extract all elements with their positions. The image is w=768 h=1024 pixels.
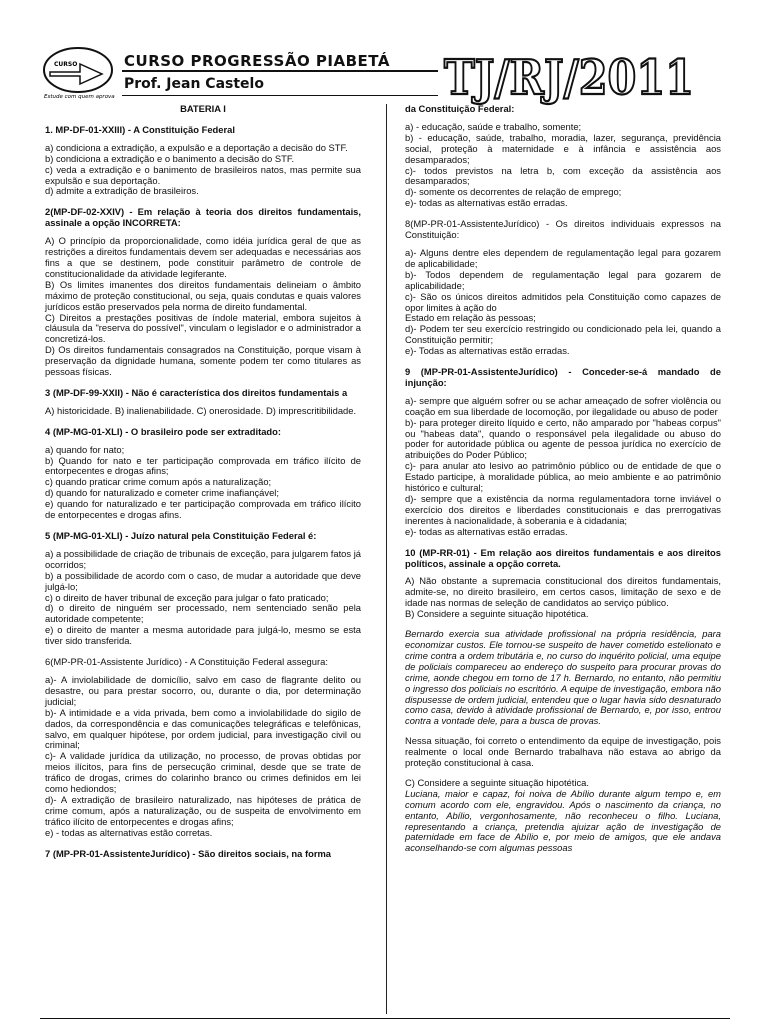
option: e)- Todas as alternativas estão erradas.	[405, 345, 570, 357]
option: c)- São os únicos direitos admitidos pela Constituição como capazes de opor limites à ação do	[405, 290, 721, 313]
option: e)- todas as alternativas estão erradas.	[405, 197, 568, 209]
options	[45, 675, 361, 839]
course-logo	[40, 44, 118, 100]
option: Estado em relação às pessoas;	[405, 312, 536, 324]
question-8	[405, 219, 721, 357]
option: c)- para anular ato lesivo ao patrimônio público ou de entidade de que o Estado participe, à moralidade pública, ao meio ambiente e ao patrimônio histórico e cultural;	[405, 460, 721, 494]
option: b)- para proteger direito líquido e certo, não amparado por "habeas corpus" ou "habeas data", quando o responsável pela ilegalidade ou abuso do poder for autoridade pública ou agente de pessoa jurídica no exercício de atribuições do Poder Público;	[405, 416, 721, 461]
options	[45, 445, 361, 521]
header-rule	[122, 70, 438, 72]
option: b) Quando for nato e ter participação comprovada em tráfico ilícito de entorpecentes e drogas afins;	[45, 454, 361, 477]
question-6	[45, 657, 361, 839]
option: b)- Todos dependem de regulamentação legal para gozarem de aplicabilidade;	[405, 268, 721, 291]
question-heading: 4 (MP-MG-01-XLI) - O brasileiro pode ser extraditado:	[45, 425, 281, 437]
option: e)- todas as alternativas estão erradas.	[405, 525, 568, 537]
options	[405, 122, 721, 209]
question-10	[405, 548, 721, 855]
option: d) quando for naturalizado e cometer crime inafiançável;	[45, 487, 279, 499]
option: D) Os direitos fundamentais consagrados na Constituição, porque visam à preservação da dignidade humana, somente podem ter como titulares as pessoas físicas.	[45, 344, 361, 378]
question-7-continued: da Constituição Federal:	[405, 103, 515, 114]
option: c) quando praticar crime comum após a naturalização;	[45, 476, 272, 488]
option: a) a possibilidade de criação de tribunais de exceção, para julgarem fatos já ocorridos;	[45, 547, 361, 570]
logo-motto: Estude com quem aprova	[44, 94, 115, 100]
question-heading: 8(MP-PR-01-AssistenteJurídico) - Os direitos individuais expressos na Constituição:	[405, 218, 721, 241]
question-heading: 7 (MP-PR-01-AssistenteJurídico) - São direitos sociais, na forma	[45, 847, 332, 859]
option: C) Direitos a prestações positivas de índole material, embora sujeitos à cláusula da "reserva do possível", vinculam o legislador e o administrador a concretizá-los.	[45, 311, 361, 345]
option-b: B) Considere a seguinte situação hipotética.	[405, 608, 589, 620]
option: a)- sempre que alguém sofrer ou se achar ameaçado de sofrer violência ou coação em sua liberdade de locomoção, por ilegalidade ou abuso de poder	[405, 394, 721, 417]
option: e) quando for naturalizado e ter participação comprovada em tráfico ilícito de entorpecentes e drogas afins.	[45, 498, 361, 521]
option: a) - educação, saúde e trabalho, somente;	[405, 120, 582, 132]
exam-logo-text: TJ/RJ/2011	[444, 50, 694, 106]
options	[45, 406, 361, 417]
option-b-conclusion: Nessa situação, foi correto o entendimento da equipe de investigação, pois realmente o local onde Bernardo trabalhava não estava ao abrigo da proteção constitucional à casa.	[405, 735, 721, 769]
options	[405, 396, 721, 538]
option: d) admite a extradição de brasileiros.	[45, 185, 199, 197]
left-column	[45, 104, 361, 868]
professor-name: Prof. Jean Castelo	[124, 76, 264, 92]
option: d) o direito de ninguém ser processado, nem sentenciado senão pela autoridade competente;	[45, 602, 361, 625]
question-9	[405, 367, 721, 538]
option: c)- todos previstos na letra b, com exceção da assistência aos desamparados;	[405, 164, 721, 187]
option: a) condiciona a extradição, a expulsão e a deportação a decisão do STF.	[45, 141, 348, 153]
question-heading: 9 (MP-PR-01-AssistenteJurídico) - Conceder-se-á mandado de injunção:	[405, 366, 721, 388]
battery-title: BATERIA I	[180, 103, 226, 114]
option: e) - todas as alternativas estão corretas.	[45, 826, 213, 838]
option: e) o direito de manter a mesma autoridade para julgá-lo, mesmo se esta tiver sido transferida.	[45, 624, 361, 647]
option: c) o direito de haver tribunal de exceção para julgar o fato praticado;	[45, 591, 329, 603]
option: d)- A extradição de brasileiro naturalizado, nas hipóteses de prática de crime comum, após a naturalização, ou de suspeita de envolvimento em tráfico ilícito de entorpecentes e drogas afins;	[45, 793, 361, 827]
option: b) a possibilidade de acordo com o caso, de mudar a autoridade que deve julgá-lo;	[45, 569, 361, 592]
question-heading: 2(MP-DF-02-XXIV) - Em relação à teoria dos direitos fundamentais, assinale a opção INCORRETA:	[45, 206, 361, 229]
footer-rule	[40, 1018, 730, 1019]
options	[405, 248, 721, 357]
header	[0, 0, 768, 106]
case-text-c: Luciana, maior e capaz, foi noiva de Abílio durante algum tempo e, em comum acordo com ele, engravidou. Após o nascimento da criança, no entanto, Abílio, vergonhosamente, não reconheceu o filho. Luciana, representando a criança, pretendia ajuizar ação de investigação de paternidade em face de Abílio e, por meio de amigos, que ele andava aconselhando-se com algumas pessoas	[405, 787, 721, 854]
logo-text: CURSO	[54, 61, 78, 68]
question-heading: 6(MP-PR-01-Assistente Jurídico) - A Constituição Federal assegura:	[45, 656, 328, 668]
question-4	[45, 427, 361, 521]
option: d)- somente os decorrentes de relação de emprego;	[405, 186, 622, 198]
option: a)- A inviolabilidade de domicílio, salvo em caso de flagrante delito ou desastre, ou para prestar socorro, ou, durante o dia, por determinação judicial;	[45, 673, 361, 707]
question-2	[45, 207, 361, 378]
question-5	[45, 531, 361, 647]
options	[45, 549, 361, 647]
option: d)- sempre que a existência da norma regulamentadora torne inviável o exercício dos direitos e liberdades constitucionais e das prerrogativas inerentes à nacionalidade, à soberania e à cidadania;	[405, 493, 721, 526]
right-column	[405, 104, 721, 863]
option-c: C) Considere a seguinte situação hipotética.	[405, 776, 589, 788]
question-heading: 1. MP-DF-01-XXIII) - A Constituição Federal	[45, 123, 235, 135]
column-divider	[386, 104, 387, 1014]
option: c)- A validade jurídica da utilização, no processo, de provas obtidas por meios ilícitos, para fins de persecução criminal, desde que se trate de tráfico de drogas, crimes do colarinho branco ou crimes definidos em lei como hediondos;	[45, 750, 361, 795]
course-title: CURSO PROGRESSÃO PIABETÁ	[124, 52, 390, 70]
options	[45, 236, 361, 378]
question-3	[45, 388, 361, 417]
option: b) - educação, saúde, trabalho, moradia, lazer, segurança, previdência social, proteção à maternidade e à infância e assistência aos desamparados;	[405, 131, 721, 165]
option: c) veda a extradição e o banimento de brasileiros natos, mas permite sua expulsão e sua deportação.	[45, 163, 361, 186]
question-heading: 10 (MP-RR-01) - Em relação aos direitos fundamentais e aos direitos políticos, assinale a opção correta.	[405, 546, 721, 569]
option: a)- Alguns dentre eles dependem de regulamentação legal para gozarem de aplicabilidade;	[405, 246, 721, 269]
header-rule-bottom	[122, 95, 438, 96]
question-1	[45, 125, 361, 197]
option: b) condiciona a extradição e o banimento a decisão do STF.	[45, 152, 295, 164]
options	[45, 143, 361, 198]
case-text-b: Bernardo exercia sua atividade profissional na própria residência, para economizar custos. Ele tornou-se suspeito de haver cometido estelionato e crime contra a ordem tributária e, no curso do inquérito policial, uma equipe de policiais compareceu ao endereço do suspeito para procurar provas do crime, aonde chegou em torno de 17 h. Bernardo, no entanto, não permitiu o ingresso dos policiais no escritório. A equipe de investigação, embora não dispusesse de ordem judicial, entendeu que o lugar havia sido desnaturado como casa, devido à atividade profissional de Bernardo, e, por isso, entrou contra a vontade dele, para a busca de provas.	[405, 628, 721, 727]
question-heading: 3 (MP-DF-99-XXII) - Não é característica dos direitos fundamentais a	[45, 386, 348, 398]
option: a) quando for nato;	[45, 443, 125, 455]
option: b)- A intimidade e a vida privada, bem como a inviolabilidade do sigilo de dados, da correspondência e das comunicações telegráficas e telefônicas, salvo, em qualquer hipótese, por ordem judicial, para investigação civil ou criminal;	[45, 706, 361, 751]
option: A) historicidade. B) inalienabilidade. C) onerosidade. D) imprescritibilidade.	[45, 404, 357, 416]
question-heading: 5 (MP-MG-01-XLI) - Juízo natural pela Constituição Federal é:	[45, 530, 317, 541]
option-a: A) Não obstante a supremacia constitucional dos direitos fundamentais, admite-se, no direito brasileiro, em certos casos, limitação de sexo e de idade nas normas de seleção de candidatos ao serviço público.	[405, 575, 721, 609]
question-7	[45, 849, 361, 860]
option: A) O princípio da proporcionalidade, como idéia jurídica geral de que as restrições a direitos fundamentais devem ser adequadas e necessárias aos fins a que se destinem, pode constituir parâmetro de controle de constitucionalidade da atividade legiferante.	[45, 235, 361, 279]
exam-logo	[440, 46, 700, 106]
option: d)- Podem ter seu exercício restringido ou condicionado pela lei, quando a Constituição permitir;	[405, 323, 721, 346]
option: B) Os limites imanentes dos direitos fundamentais delineiam o âmbito máximo de proteção constitucional, ou seja, quais condutas e quais valores jurídicos estão preservados pela norma de direito fundamental.	[45, 278, 361, 312]
